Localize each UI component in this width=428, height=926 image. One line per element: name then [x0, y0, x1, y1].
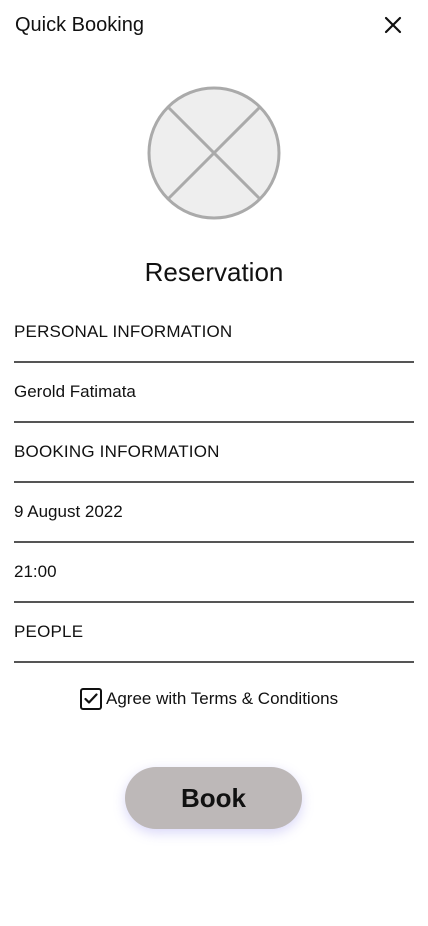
book-button[interactable]: Book — [125, 767, 302, 829]
name-row — [14, 363, 414, 423]
close-button[interactable] — [378, 10, 408, 40]
time-row — [14, 543, 414, 603]
people-input[interactable] — [14, 603, 414, 661]
header — [0, 0, 428, 50]
image-placeholder-icon — [147, 86, 281, 220]
booking-information-section — [14, 423, 414, 483]
reservation-form — [14, 303, 414, 663]
terms-checkbox[interactable] — [80, 688, 102, 710]
terms-checkbox-row[interactable] — [80, 686, 338, 712]
people-placeholder: PEOPLE — [14, 622, 84, 641]
personal-information-section — [14, 303, 414, 363]
page-title: Reservation — [144, 257, 284, 287]
people-row — [14, 603, 414, 663]
date-row — [14, 483, 414, 543]
header-title: Quick Booking — [15, 14, 144, 36]
personal-information-label: PERSONAL INFORMATION — [14, 322, 233, 341]
booking-information-label: BOOKING INFORMATION — [14, 442, 220, 461]
close-icon — [384, 16, 402, 34]
name-input[interactable] — [14, 363, 414, 421]
terms-label: Agree with Terms & Conditions — [106, 689, 339, 708]
time-input[interactable] — [14, 543, 414, 601]
date-input[interactable] — [14, 483, 414, 541]
checkmark-icon — [84, 693, 98, 705]
